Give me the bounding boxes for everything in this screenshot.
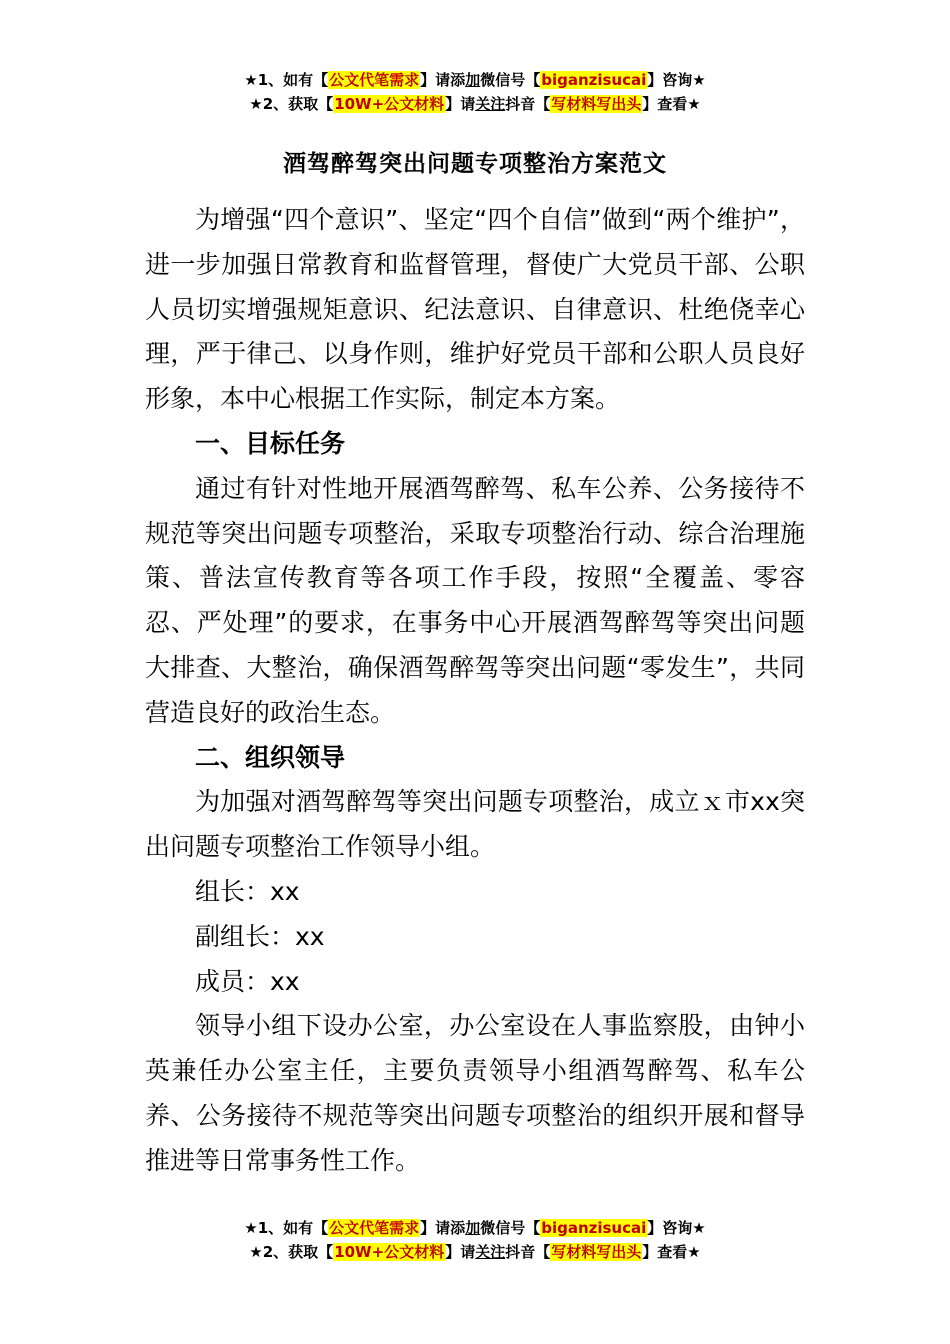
banner-text: ★1、如有【 [244, 71, 329, 89]
section-heading-organization: 二、组织领导 [195, 742, 346, 772]
banner-text: 】咨询★ [647, 1219, 706, 1237]
banner-line-2 [0, 1240, 950, 1264]
banner-line-1 [0, 68, 950, 92]
banner-line-1 [0, 1216, 950, 1240]
banner-highlight: 写材料写出头 [551, 1243, 642, 1261]
paragraph-organization: 为加强对酒驾醉驾等突出问题专项整治，成立ｘ市xx突出问题专项整治工作领导小组。 [145, 787, 805, 862]
banner-underlined: 加 [465, 71, 481, 89]
banner-text: 微信号【 [480, 71, 541, 89]
footer-banner [0, 1216, 950, 1264]
banner-underlined: 加 [465, 1219, 481, 1237]
paragraph-office: 领导小组下设办公室，办公室设在人事监察股，由钟小英兼任办公室主任，主要负责领导小组酒驾醉驾、私车公养、公务接待不规范等突出问题专项整治的组织开展和督导推进等日常事务性工作。 [145, 1011, 805, 1175]
paragraph-leader: 组长：xx [195, 876, 300, 906]
banner-highlight: 写材料写出头 [551, 95, 642, 113]
document-title: 酒驾醉驾突出问题专项整治方案范文 [283, 151, 667, 177]
paragraph-members: 成员：xx [195, 966, 300, 996]
banner-text: ★2、获取【 [249, 95, 334, 113]
banner-text: 】查看★ [642, 95, 701, 113]
banner-highlight: biganzisucai [541, 71, 647, 89]
paragraph-intro: 为增强“四个意识”、坚定“四个自信”做到“两个维护”，进一步加强日常教育和监督管理，督使广大党员干部、公职人员切实增强规矩意识、纪法意识、自律意识、杜绝侥幸心理，严于律己、以身作则，维护好党员干部和公职人员良好形象，本中心根据工作实际，制定本方案。 [145, 205, 805, 414]
banner-text: 】咨询★ [647, 71, 706, 89]
banner-text: 】查看★ [642, 1243, 701, 1261]
banner-text: 】请添 [420, 1219, 466, 1237]
paragraph-deputy-leader: 副组长：xx [195, 921, 325, 951]
document-body [145, 198, 805, 1184]
banner-text: 抖音【 [505, 1243, 551, 1261]
paragraph-goals: 通过有针对性地开展酒驾醉驾、私车公养、公务接待不规范等突出问题专项整治，采取专项整治行动、综合治理施策、普法宣传教育等各项工作手段，按照“全覆盖、零容忍、严处理”的要求，在事务中心开展酒驾醉驾等突出问题大排查、大整治，确保酒驾醉驾等突出问题“零发生”，共同营造良好的政治生态。 [145, 473, 805, 727]
banner-underlined: 关注 [475, 1243, 506, 1261]
banner-text: 】请添 [420, 71, 466, 89]
banner-highlight: biganzisucai [541, 1219, 647, 1237]
banner-underlined: 关注 [475, 95, 506, 113]
banner-line-2 [0, 92, 950, 116]
banner-highlight: 10W+公文材料 [334, 95, 445, 113]
header-banner [0, 68, 950, 116]
banner-text: 】请 [445, 1243, 476, 1261]
banner-text: 微信号【 [480, 1219, 541, 1237]
banner-text: 抖音【 [505, 95, 551, 113]
banner-highlight: 10W+公文材料 [334, 1243, 445, 1261]
banner-highlight: 公文代笔需求 [329, 1219, 420, 1237]
banner-text: ★2、获取【 [249, 1243, 334, 1261]
banner-text: ★1、如有【 [244, 1219, 329, 1237]
banner-text: 】请 [445, 95, 476, 113]
section-heading-goals: 一、目标任务 [195, 428, 346, 458]
banner-highlight: 公文代笔需求 [329, 71, 420, 89]
